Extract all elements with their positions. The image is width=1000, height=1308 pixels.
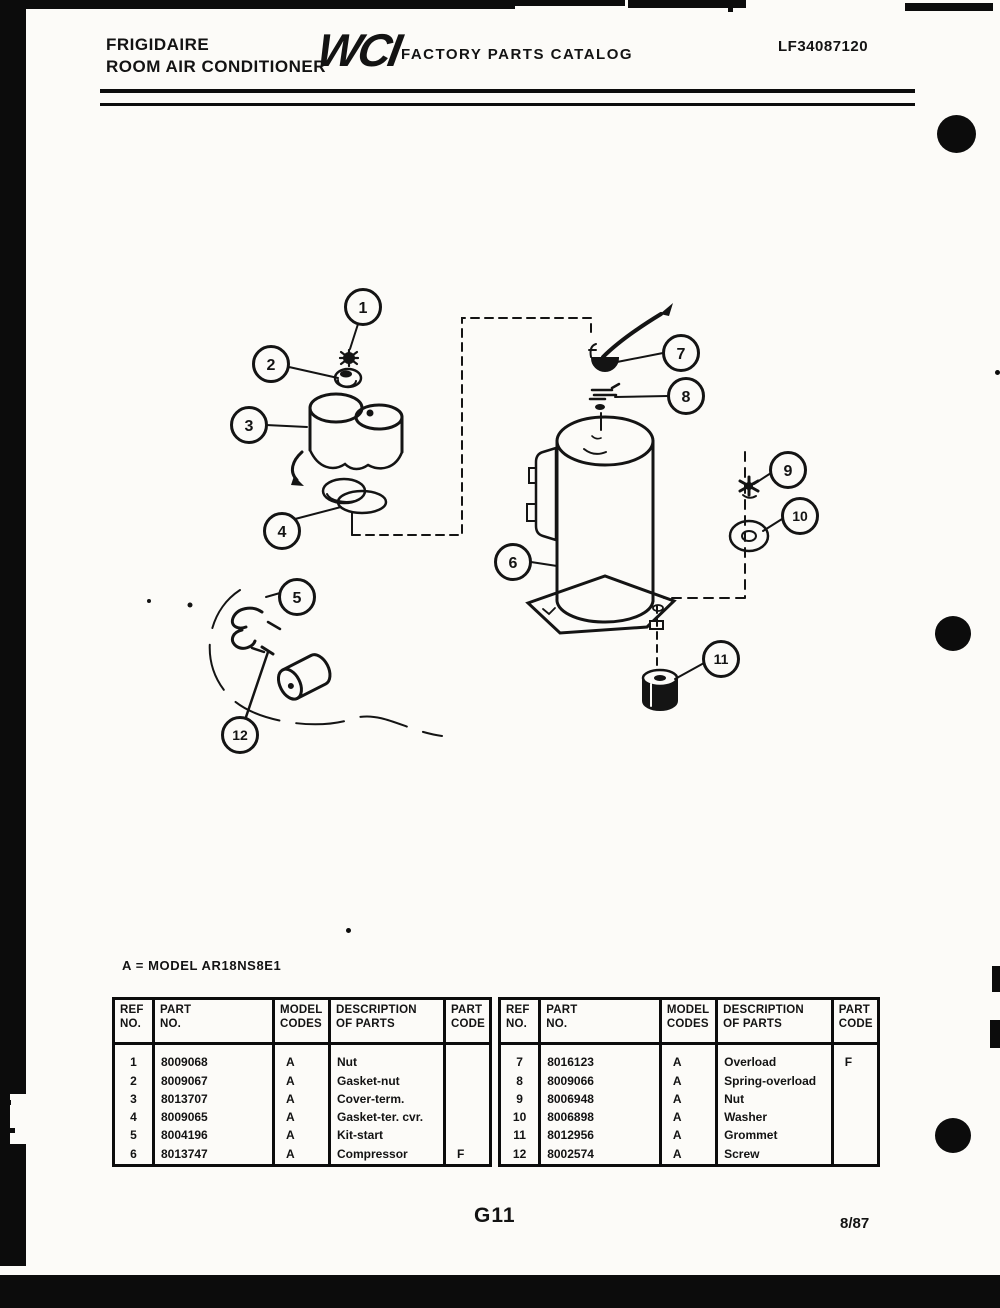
column-header: DESCRIPTION OF PARTS xyxy=(330,999,445,1044)
svg-text:8: 8 xyxy=(681,388,691,406)
cell-ref: 2 xyxy=(130,1073,137,1088)
callout-1 xyxy=(346,290,381,325)
part-nut xyxy=(340,350,358,366)
cell-ref: 11 xyxy=(513,1128,526,1143)
svg-text:11: 11 xyxy=(713,651,729,668)
wci-logo: WCI xyxy=(313,24,404,76)
date-code: 8/87 xyxy=(840,1215,870,1232)
cell-code xyxy=(445,1091,491,1109)
cell-code xyxy=(832,1146,878,1166)
part-overload-terminal xyxy=(589,303,673,371)
scan-noise xyxy=(995,370,1000,375)
column-header: MODEL CODES xyxy=(660,999,716,1044)
column-header: MODEL CODES xyxy=(274,999,330,1044)
cell-desc: Gasket-nut xyxy=(330,1073,445,1091)
cell-mdl: A xyxy=(660,1146,716,1166)
cell-desc: Kit-start xyxy=(330,1127,445,1145)
cell-code xyxy=(445,1109,491,1127)
part-grommet xyxy=(643,670,677,710)
svg-text:10: 10 xyxy=(792,508,808,525)
scan-noise xyxy=(992,966,1000,992)
table-row xyxy=(114,1044,491,1073)
column-header: REF NO. xyxy=(114,999,154,1044)
cell-ref: 5 xyxy=(130,1128,137,1143)
cell-code xyxy=(445,1044,491,1073)
cell-part: 8002574 xyxy=(540,1146,661,1166)
cell-ref: 7 xyxy=(516,1055,523,1069)
scan-border-top xyxy=(0,0,515,9)
table-row xyxy=(500,1109,879,1127)
table-row xyxy=(500,1146,879,1166)
scan-border-top xyxy=(515,0,625,6)
scan-noise xyxy=(188,603,193,608)
callout-12 xyxy=(223,718,258,753)
cell-part: 8013747 xyxy=(154,1146,274,1166)
table-row xyxy=(500,1044,879,1073)
cell-desc: Compressor xyxy=(330,1146,445,1166)
part-compressor xyxy=(527,413,674,633)
callout-8 xyxy=(669,379,704,414)
cell-mdl: A xyxy=(660,1044,716,1073)
document-number: LF34087120 xyxy=(778,38,869,55)
cell-part: 8016123 xyxy=(540,1044,661,1073)
dashed-connector xyxy=(664,452,745,598)
svg-text:7: 7 xyxy=(676,345,686,363)
table-row xyxy=(114,1127,491,1145)
part-nut-mount xyxy=(740,477,758,498)
svg-text:3: 3 xyxy=(244,417,254,435)
column-header: PART NO. xyxy=(540,999,661,1044)
callout-11 xyxy=(704,642,739,677)
cell-ref: 6 xyxy=(130,1146,137,1161)
scan-noise xyxy=(990,1020,1000,1048)
svg-text:1: 1 xyxy=(358,299,368,317)
cell-part: 8009068 xyxy=(154,1044,274,1073)
column-header: REF NO. xyxy=(500,999,540,1044)
cell-mdl: A xyxy=(660,1127,716,1145)
cell-ref: 12 xyxy=(512,1146,527,1161)
cell-desc: Overload xyxy=(717,1044,833,1073)
brand-line-2: ROOM AIR CONDITIONER xyxy=(106,57,326,76)
cell-code xyxy=(445,1127,491,1145)
cell-ref: 4 xyxy=(130,1110,137,1125)
cell-desc: Screw xyxy=(717,1146,833,1166)
table-row xyxy=(500,1073,879,1091)
cell-part: 8009067 xyxy=(154,1073,274,1091)
cell-part: 8004196 xyxy=(154,1127,274,1145)
cell-desc: Gasket-ter. cvr. xyxy=(330,1109,445,1127)
cell-part: 8013707 xyxy=(154,1091,274,1109)
scan-noise xyxy=(8,1285,12,1289)
column-header: PART NO. xyxy=(154,999,274,1044)
part-washer xyxy=(730,521,768,551)
cell-ref: 1 xyxy=(130,1055,137,1069)
cell-mdl: A xyxy=(660,1091,716,1109)
svg-text:6: 6 xyxy=(508,554,518,572)
brand-line-1: FRIGIDAIRE xyxy=(106,35,210,54)
table-row xyxy=(500,1127,879,1145)
cell-part: 8012956 xyxy=(540,1127,661,1145)
catalog-title: FACTORY PARTS CATALOG xyxy=(401,46,634,63)
cell-code xyxy=(445,1073,491,1091)
brand-name xyxy=(106,34,326,78)
cell-ref: 9 xyxy=(516,1092,523,1107)
cell-mdl: A xyxy=(274,1091,330,1109)
cell-mdl: A xyxy=(274,1073,330,1091)
binder-hole xyxy=(937,115,976,153)
cell-code xyxy=(832,1127,878,1145)
cell-part: 8009066 xyxy=(540,1073,661,1091)
svg-text:9: 9 xyxy=(783,462,793,480)
callout-6 xyxy=(496,545,531,580)
cell-mdl: A xyxy=(660,1073,716,1091)
cell-code xyxy=(832,1091,878,1109)
scan-noise xyxy=(147,599,151,603)
scan-noise xyxy=(6,1128,15,1133)
page-number: G11 xyxy=(474,1204,516,1227)
callout-4 xyxy=(265,514,300,549)
cell-desc: Nut xyxy=(717,1091,833,1109)
column-header: PART CODE xyxy=(445,999,491,1044)
cell-mdl: A xyxy=(274,1146,330,1166)
cell-ref: 8 xyxy=(516,1073,523,1088)
scan-border-top xyxy=(905,3,993,11)
scan-noise xyxy=(728,0,733,12)
model-note: A = MODEL AR18NS8E1 xyxy=(122,958,282,973)
binder-hole xyxy=(935,1118,971,1153)
callout-10 xyxy=(783,499,818,534)
cell-code: F xyxy=(832,1044,878,1073)
scan-noise xyxy=(346,928,351,933)
cell-mdl: A xyxy=(274,1109,330,1127)
column-header: DESCRIPTION OF PARTS xyxy=(717,999,833,1044)
cell-part: 8006898 xyxy=(540,1109,661,1127)
cell-part: 8009065 xyxy=(154,1109,274,1127)
table-row xyxy=(114,1146,491,1166)
column-header: PART CODE xyxy=(832,999,878,1044)
part-screw xyxy=(246,647,273,717)
cell-desc: Grommet xyxy=(717,1127,833,1145)
cell-desc: Washer xyxy=(717,1109,833,1127)
scan-border-left xyxy=(0,0,26,1266)
cell-code xyxy=(832,1073,878,1091)
svg-text:5: 5 xyxy=(292,589,302,607)
scan-noise xyxy=(30,1296,34,1300)
svg-text:4: 4 xyxy=(277,523,287,541)
svg-text:12: 12 xyxy=(232,727,248,744)
part-kit-start xyxy=(210,590,442,736)
cell-desc: Cover-term. xyxy=(330,1091,445,1109)
parts-table-right xyxy=(498,997,880,1167)
callout-9 xyxy=(771,453,806,488)
table-row xyxy=(114,1091,491,1109)
cell-code: F xyxy=(445,1146,491,1166)
callout-5 xyxy=(280,580,315,615)
cell-mdl: A xyxy=(660,1109,716,1127)
cell-mdl: A xyxy=(274,1044,330,1073)
parts-table-left xyxy=(112,997,492,1167)
table-row xyxy=(114,1109,491,1127)
scan-noise xyxy=(2,1100,11,1105)
cell-desc: Spring-overload xyxy=(717,1073,833,1091)
part-terminal-cover xyxy=(291,394,402,486)
scan-border-notch xyxy=(10,1094,26,1144)
exploded-parts-diagram xyxy=(130,270,830,770)
scan-border-bottom xyxy=(0,1275,1000,1308)
cell-ref: 3 xyxy=(130,1092,137,1107)
table-row xyxy=(500,1091,879,1109)
callout-2 xyxy=(254,347,289,382)
cell-part: 8006948 xyxy=(540,1091,661,1109)
callout-7 xyxy=(664,336,699,371)
header-rule xyxy=(100,89,915,106)
cell-mdl: A xyxy=(274,1127,330,1145)
callout-balloons xyxy=(223,290,818,753)
svg-text:2: 2 xyxy=(266,356,276,374)
binder-hole xyxy=(935,616,971,651)
cell-code xyxy=(832,1109,878,1127)
cell-ref: 10 xyxy=(512,1110,527,1125)
callout-3 xyxy=(232,408,267,443)
table-row xyxy=(114,1073,491,1091)
part-gasket-cover xyxy=(323,479,386,535)
cell-desc: Nut xyxy=(330,1044,445,1073)
